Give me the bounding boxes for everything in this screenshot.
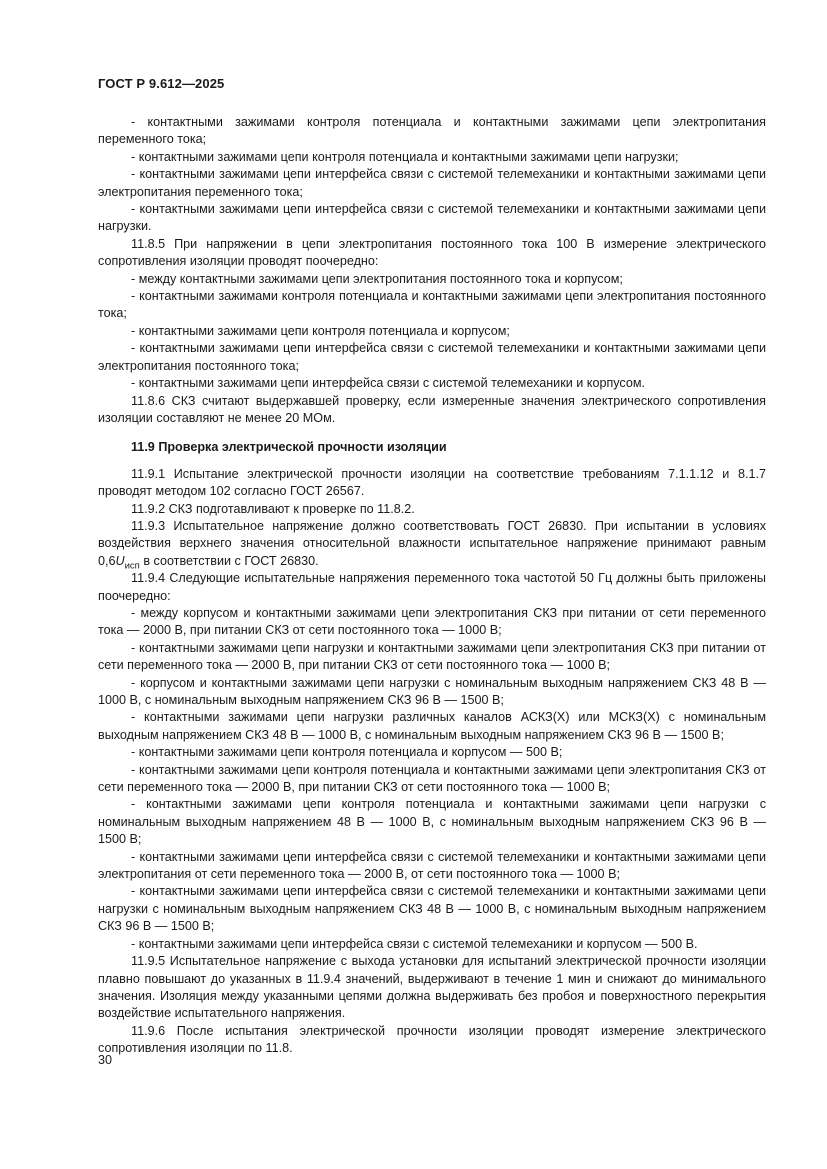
- paragraph-11-9-5: 11.9.5 Испытательное напряжение с выхода установки для испытаний электрической прочности изоляции плавно повышают до указанных в 11.9.4 значений, выдерживают в течение 1 мин и снижают до минимального значения. Изоляция между указанными цепями должна выдерживать без пробоя и поверхностного перекрытия воздействие испытательного напряжения.: [98, 954, 766, 1021]
- list-item: - контактными зажимами контроля потенциала и контактными зажимами цепи электропитания переменного тока;: [98, 115, 766, 147]
- list-item: - контактными зажимами цепи интерфейса связи с системой телемеханики и контактными зажимами цепи электропитания постоянного тока;: [98, 341, 766, 373]
- paragraph-11-8-5: 11.8.5 При напряжении в цепи электропитания постоянного тока 100 В измерение электрического сопротивления изоляции проводят поочередно:: [98, 236, 766, 269]
- list-item: - контактными зажимами цепи интерфейса связи с системой телемеханики и корпусом.: [131, 376, 646, 391]
- list-item: - контактными зажимами цепи нагрузки и контактными зажимами цепи электропитания СКЗ при питании от сети переменного тока — 2000 В, при питании СКЗ от сети постоянного тока — 1000 В;: [98, 640, 766, 673]
- paragraph-11-9-1: 11.9.1 Испытание электрической прочности изоляции на соответствие требованиям 7.1.1.12 и 8.1.7 проводят методом 102 согласно ГОСТ 26567.: [98, 466, 766, 499]
- list-item: - контактными зажимами цепи интерфейса связи с системой телемеханики и контактными зажимами цепи нагрузки.: [98, 202, 766, 234]
- section-heading-11-9: 11.9 Проверка электрической прочности изоляции: [131, 440, 447, 455]
- paragraph-11-9-3: [98, 518, 766, 570]
- list-item: - между контактными зажимами цепи электропитания постоянного тока и корпусом;: [131, 271, 623, 286]
- symbol-subscript: исп: [124, 560, 140, 572]
- symbol-u: U: [115, 553, 125, 568]
- list-item: - контактными зажимами цепи контроля потенциала и контактными зажимами цепи нагрузки с номинальным выходным напряжением 48 В — 1000 В, с номинальным выходным напряжением СКЗ 96 В — 1500 В;: [98, 797, 766, 847]
- list-item: - контактными зажимами цепи интерфейса связи с системой телемеханики и корпусом — 500 В.: [131, 936, 698, 951]
- list-item: - контактными зажимами цепи контроля потенциала и корпусом;: [131, 323, 510, 338]
- paragraph-11-9-4: 11.9.4 Следующие испытательные напряжения переменного тока частотой 50 Гц должны быть приложены поочередно:: [98, 571, 766, 603]
- list-item: - корпусом и контактными зажимами цепи нагрузки с номинальным выходным напряжением СКЗ 48 В — 1000 В, с номинальным выходным напряжением СКЗ 96 В — 1500 В;: [98, 675, 766, 707]
- list-item: - между корпусом и контактными зажимами цепи электропитания СКЗ при питании от сети переменного тока — 2000 В, при питании СКЗ от сети постоянного тока — 1000 В;: [98, 605, 766, 638]
- paragraph-11-8-6: 11.8.6 СКЗ считают выдержавшей проверку, если измеренные значения электрического сопротивления изоляции составляют не менее 20 МОм.: [98, 393, 766, 425]
- page-number: 30: [98, 1053, 113, 1067]
- paragraph-11-9-2: 11.9.2 СКЗ подготавливают к проверке по 11.8.2.: [131, 501, 415, 516]
- document-code-header: ГОСТ Р 9.612—2025: [98, 76, 225, 91]
- list-item: - контактными зажимами цепи интерфейса связи с системой телемеханики и контактными зажимами цепи нагрузки с номинальным выходным напряжением СКЗ 48 В — 1000 В, с номинальным выходным напряжением СКЗ 96 В — 1500 В;: [98, 884, 766, 934]
- list-item: - контактными зажимами цепи контроля потенциала и контактными зажимами цепи электропитания СКЗ от сети переменного тока — 2000 В, при питании СКЗ от сети постоянного тока — 1000 В;: [98, 762, 766, 795]
- list-item: - контактными зажимами контроля потенциала и контактными зажимами цепи электропитания постоянного тока;: [98, 289, 766, 321]
- text-after-symbol: в соответствии с ГОСТ 26830.: [139, 553, 319, 568]
- list-item: - контактными зажимами цепи нагрузки различных каналов АСКЗ(Х) или МСКЗ(Х) с номинальным выходным напряжением СКЗ 48 В — 1000 В, с номинальным выходным напряжением СКЗ 96 В — 1500 В;: [98, 710, 766, 742]
- list-item: - контактными зажимами цепи контроля потенциала и корпусом — 500 В;: [131, 745, 563, 760]
- list-item: - контактными зажимами цепи контроля потенциала и контактными зажимами цепи нагрузки;: [131, 149, 679, 164]
- paragraph-11-9-6: 11.9.6 После испытания электрической прочности изоляции проводят измерение электрического сопротивления изоляции по 11.8.: [98, 1023, 766, 1056]
- paragraphs-11-8: [98, 114, 766, 427]
- list-item: - контактными зажимами цепи интерфейса связи с системой телемеханики и контактными зажимами цепи электропитания переменного тока;: [98, 167, 766, 199]
- text-before-symbol: 11.9.3 Испытательное напряжение должно соответствовать ГОСТ 26830. При испытании в условиях воздействия верхнего значения относительной влажности испытательное напряжение принимают равным 0,6: [98, 518, 766, 568]
- page-body: [98, 114, 766, 1058]
- list-item: - контактными зажимами цепи интерфейса связи с системой телемеханики и контактными зажимами цепи электропитания от сети переменного тока — 2000 В, от сети постоянного тока — 1000 В;: [98, 849, 766, 882]
- u-test-symbol: [115, 553, 140, 572]
- paragraphs-11-9: [98, 466, 766, 1058]
